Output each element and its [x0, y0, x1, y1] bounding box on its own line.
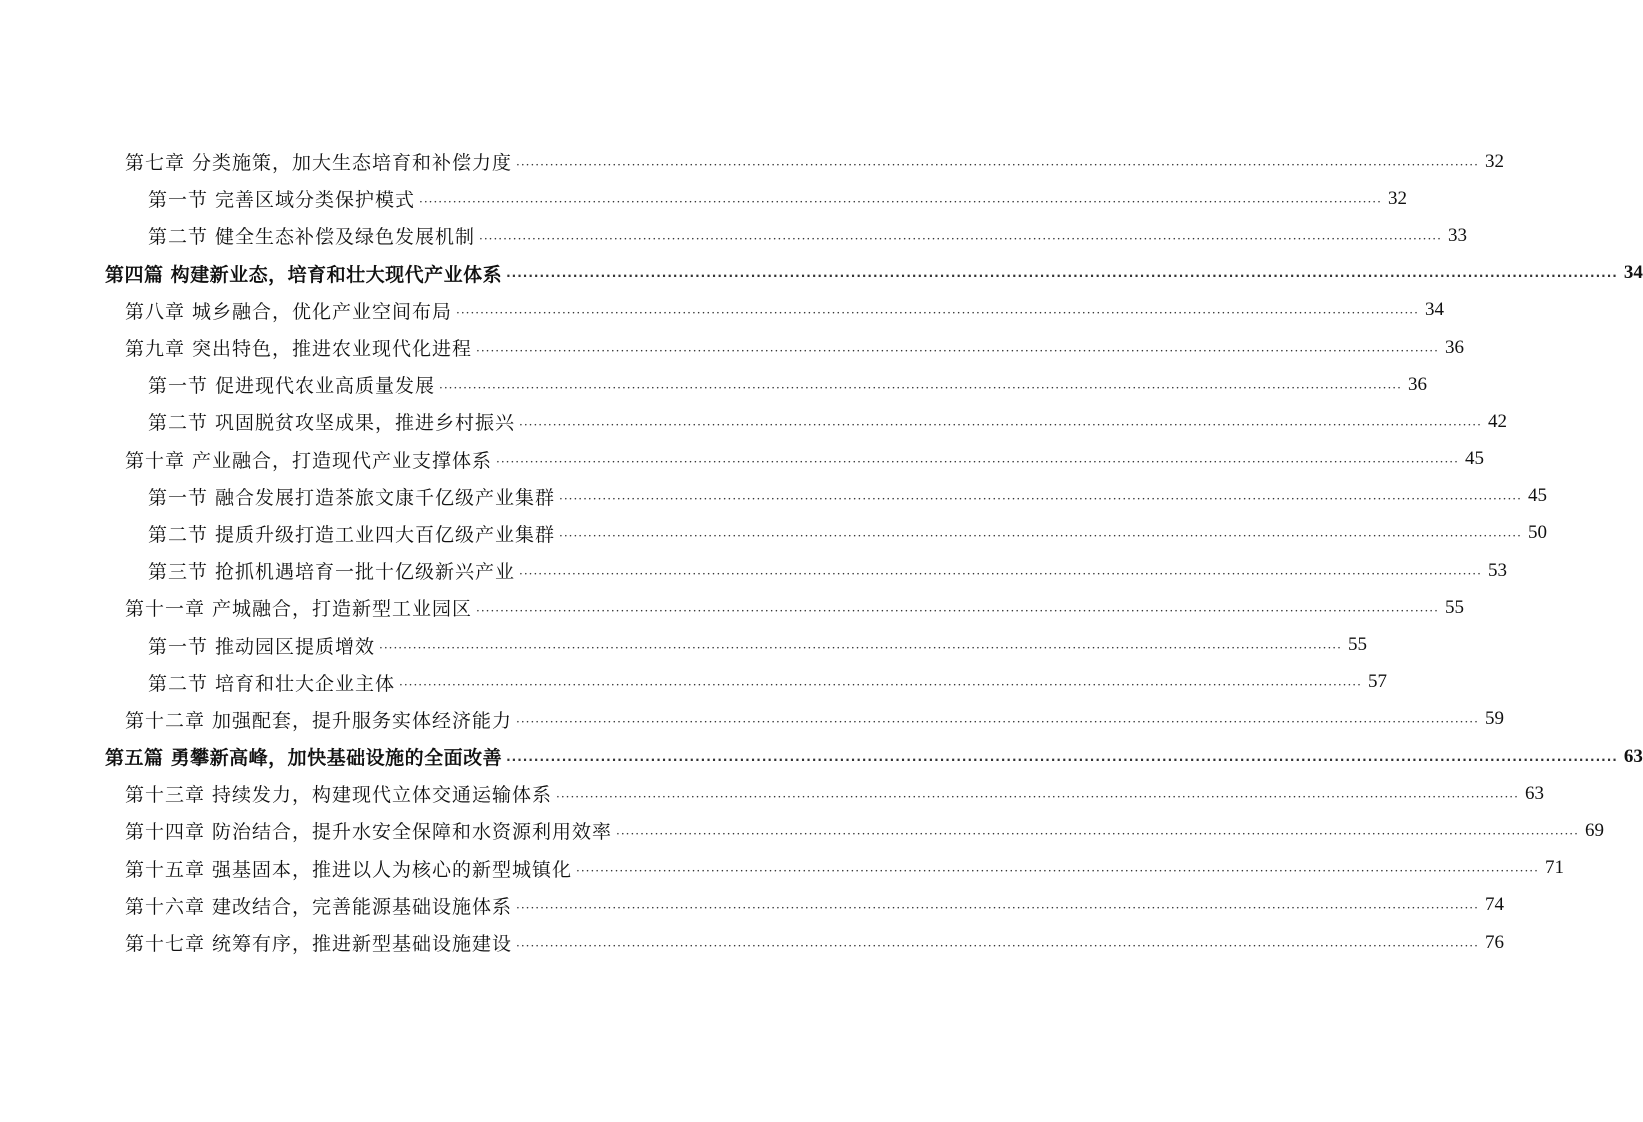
toc-entry-title: 第三节 抢抓机遇培育一批十亿级新兴产业 [148, 561, 516, 584]
toc-entry-section [0, 552, 1507, 589]
dot-leader: ········································································································································································································ [479, 231, 1442, 246]
toc-entry-page-number: 36 [1407, 373, 1427, 395]
dot-leader: ········································································································································································································ [456, 306, 1419, 321]
toc-entry-chapter [0, 701, 1504, 738]
toc-entry-chapter [0, 292, 1444, 329]
dot-leader: ········································································································································································································ [506, 752, 1618, 767]
dot-leader: ········································································································································································································ [576, 864, 1539, 879]
toc-entry-title: 第四篇 构建新业态，培育和壮大现代产业体系 [105, 263, 503, 286]
toc-entry-chapter [0, 887, 1504, 924]
dot-leader: ········································································································································································································ [379, 641, 1342, 656]
dot-leader: ········································································································································································································ [616, 826, 1579, 841]
toc-entry-page-number: 74 [1484, 894, 1504, 916]
toc-entry-chapter [0, 850, 1564, 887]
toc-entry-title: 第五篇 勇攀新高峰，加快基础设施的全面改善 [105, 747, 503, 770]
toc-entry-section [0, 515, 1547, 552]
dot-leader: ········································································································································································································ [496, 455, 1459, 470]
toc-entry-chapter [0, 441, 1484, 478]
toc-entry-title: 第十章 产业融合，打造现代产业支撑体系 [125, 449, 493, 472]
toc-entry-page-number: 69 [1584, 819, 1604, 841]
dot-leader: ········································································································································································································ [419, 194, 1382, 209]
toc-entry-page-number: 45 [1464, 448, 1484, 470]
toc-entry-page-number: 59 [1484, 708, 1504, 730]
dot-leader: ········································································································································································································ [516, 938, 1479, 953]
dot-leader: ········································································································································································································ [556, 789, 1519, 804]
toc-entry-page-number: 71 [1544, 857, 1564, 879]
toc-entry-section [0, 217, 1467, 254]
toc-entry-title: 第二节 提质升级打造工业四大百亿级产业集群 [148, 523, 556, 546]
toc-entry-title: 第一节 完善区域分类保护模式 [148, 189, 416, 212]
toc-entry-title: 第十三章 持续发力，构建现代立体交通运输体系 [125, 784, 553, 807]
toc-entry-title: 第二节 巩固脱贫攻坚成果，推进乡村振兴 [148, 412, 516, 435]
toc-entry-title: 第十七章 统筹有序，推进新型基础设施建设 [125, 933, 513, 956]
toc-entry-part [0, 738, 1643, 775]
dot-leader: ········································································································································································································ [519, 566, 1482, 581]
dot-leader: ········································································································································································································ [516, 901, 1479, 916]
dot-leader: ········································································································································································································ [476, 603, 1439, 618]
toc-entry-page-number: 63 [1524, 782, 1544, 804]
toc-entry-page-number: 33 [1447, 224, 1467, 246]
toc-entry-page-number: 42 [1487, 410, 1507, 432]
toc-entry-page-number: 55 [1444, 596, 1464, 618]
dot-leader: ········································································································································································································ [559, 529, 1522, 544]
toc-entry-page-number: 32 [1387, 187, 1407, 209]
toc-entry-section [0, 478, 1547, 515]
toc-entry-page-number: 34 [1424, 299, 1444, 321]
toc-entry-page-number: 32 [1484, 150, 1504, 172]
toc-entry-title: 第一节 推动园区提质增效 [148, 635, 376, 658]
table-of-contents [0, 143, 1643, 961]
toc-entry-part [0, 255, 1643, 292]
dot-leader: ········································································································································································································ [506, 269, 1618, 284]
toc-entry-chapter [0, 143, 1504, 180]
toc-entry-chapter [0, 924, 1504, 961]
dot-leader: ········································································································································································································ [399, 678, 1362, 693]
dot-leader: ········································································································································································································ [439, 380, 1402, 395]
toc-entry-page-number: 53 [1487, 559, 1507, 581]
dot-leader: ········································································································································································································ [476, 343, 1439, 358]
toc-entry-title: 第七章 分类施策，加大生态培育和补偿力度 [125, 152, 513, 175]
toc-entry-page-number: 50 [1527, 522, 1547, 544]
toc-entry-title: 第十四章 防治结合，提升水安全保障和水资源利用效率 [125, 821, 613, 844]
toc-entry-page-number: 34 [1623, 262, 1643, 284]
toc-entry-page-number: 36 [1444, 336, 1464, 358]
toc-entry-title: 第十六章 建改结合，完善能源基础设施体系 [125, 895, 513, 918]
toc-entry-chapter [0, 775, 1544, 812]
toc-entry-title: 第八章 城乡融合，优化产业空间布局 [125, 300, 453, 323]
toc-entry-section [0, 664, 1387, 701]
toc-entry-page-number: 55 [1347, 634, 1367, 656]
toc-entry-section [0, 366, 1427, 403]
toc-entry-chapter [0, 589, 1464, 626]
dot-leader: ········································································································································································································ [516, 157, 1479, 172]
toc-entry-title: 第九章 突出特色，推进农业现代化进程 [125, 338, 473, 361]
toc-entry-page-number: 57 [1367, 671, 1387, 693]
dot-leader: ········································································································································································································ [516, 715, 1479, 730]
toc-entry-page-number: 76 [1484, 931, 1504, 953]
toc-entry-page-number: 63 [1623, 745, 1643, 767]
toc-entry-chapter [0, 812, 1604, 849]
toc-entry-title: 第一节 促进现代农业高质量发展 [148, 375, 436, 398]
toc-entry-title: 第一节 融合发展打造茶旅文康千亿级产业集群 [148, 486, 556, 509]
toc-entry-chapter [0, 329, 1464, 366]
toc-entry-page-number: 45 [1527, 485, 1547, 507]
toc-entry-title: 第十一章 产城融合，打造新型工业园区 [125, 598, 473, 621]
toc-entry-title: 第十五章 强基固本，推进以人为核心的新型城镇化 [125, 858, 573, 881]
toc-entry-title: 第二节 健全生态补偿及绿色发展机制 [148, 226, 476, 249]
toc-entry-title: 第二节 培育和壮大企业主体 [148, 672, 396, 695]
dot-leader: ········································································································································································································ [559, 492, 1522, 507]
toc-entry-title: 第十二章 加强配套，提升服务实体经济能力 [125, 709, 513, 732]
toc-entry-section [0, 626, 1367, 663]
dot-leader: ········································································································································································································ [519, 417, 1482, 432]
toc-entry-section [0, 403, 1507, 440]
toc-entry-section [0, 180, 1407, 217]
